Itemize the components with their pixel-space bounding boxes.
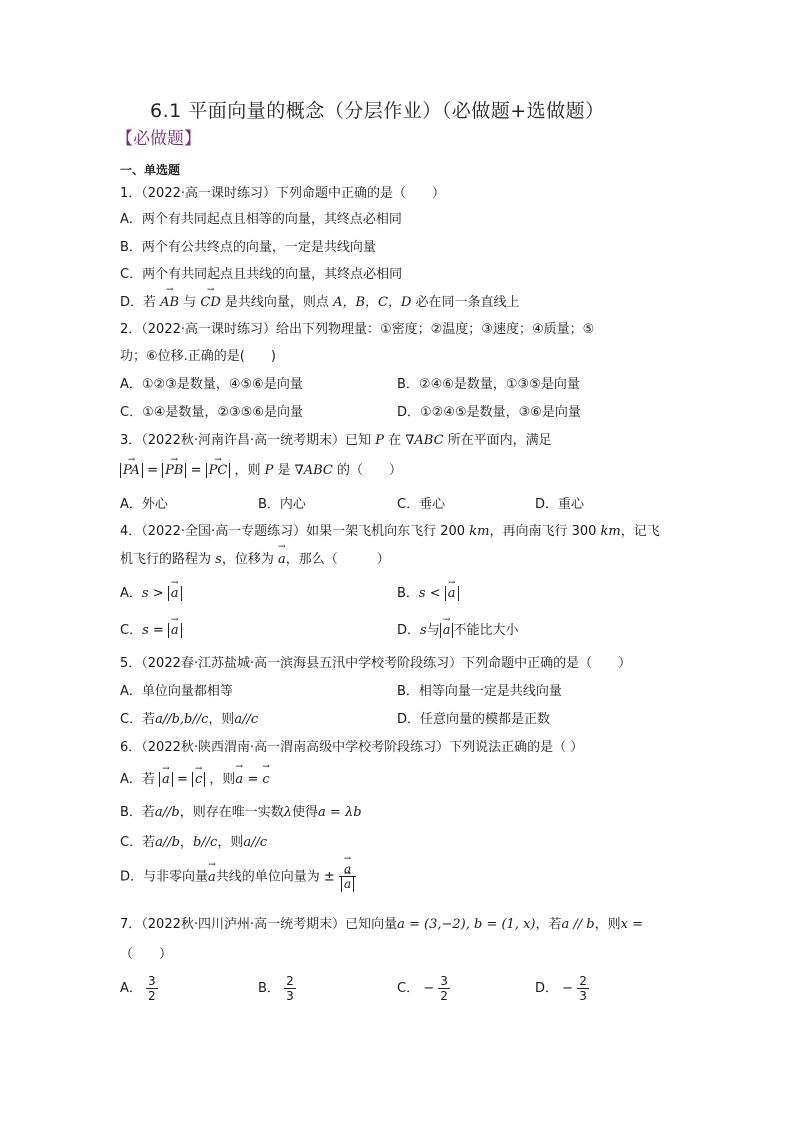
- vector-ab: → AB: [160, 295, 179, 310]
- q7-option-b: B． $\frac{2}{3}$: [258, 974, 294, 1003]
- q7-stem-line2: （ ）: [120, 947, 173, 962]
- q1-option-b: B．两个有公共终点的向量，一定是共线向量: [120, 240, 376, 255]
- q3-option-c: C．垂心: [397, 497, 446, 512]
- q4-option-c: C．s = → a: [120, 619, 182, 638]
- q3-option-a: A．外心: [120, 497, 168, 512]
- q3-option-b: B．内心: [258, 497, 306, 512]
- q4-option-b: B．s < → a: [397, 582, 459, 601]
- abs-pb: → PB: [162, 463, 186, 478]
- q4-stem-line1: 4．（2022·全国·高一专题练习）如果一架飞机向东飞行 200 km，再向南飞行 300 km，记飞: [120, 524, 660, 539]
- q1-stem: 1．（2022·高一课时练习）下列命题中正确的是（ ）: [120, 186, 445, 201]
- required-tag: 【必做题】: [116, 129, 201, 149]
- q7-stem-line1: 7．（2022秋·四川泸州·高一统考期末）已知向量a = (3,−2), b = (1, x)，若a // b，则x =: [120, 917, 643, 932]
- q4-option-a: A．s > → a: [120, 582, 182, 601]
- q2-option-b: B．②④⑥是数量，①③⑤是向量: [397, 377, 580, 392]
- q5-stem: 5．（2022春·江苏盐城·高一滨海县五汛中学校考阶段练习）下列命题中正确的是（ ）: [120, 656, 632, 671]
- q3-option-d: D．重心: [535, 497, 585, 512]
- section-heading: 一、单选题: [120, 163, 181, 177]
- q4-stem-line2: 机飞行的路程为 s，位移为 → a，那么（ ）: [120, 548, 390, 567]
- q4-option-d: D．s与→ a 不能比大小: [397, 619, 518, 638]
- q5-option-d: D．任意向量的模都是正数: [397, 712, 551, 727]
- q6-option-c: C．若a//b，b//c，则a//c: [120, 835, 268, 850]
- q3-stem-line2: → PA = → PB = → PC ，则 P 是 ∇ABC 的（ ）: [120, 459, 402, 478]
- q5-option-b: B．相等向量一定是共线向量: [397, 684, 562, 699]
- abs-pc: → PC: [206, 463, 231, 478]
- q7-option-c: C． − $\frac{3}{2}$: [397, 974, 448, 1003]
- q6-option-a: A．若 → a = → c ，则→ a = → c: [120, 768, 270, 787]
- q1-option-a: A．两个有共同起点且相等的向量，其终点必相同: [120, 212, 402, 227]
- q7-option-a: A． $\frac{3}{2}$: [120, 974, 156, 1003]
- vector-cd: → CD: [200, 295, 220, 310]
- q5-option-a: A．单位向量都相等: [120, 684, 233, 699]
- q6-stem: 6．（2022秋·陕西渭南·高一渭南高级中学校考阶段练习）下列说法正确的是（ ）: [120, 740, 584, 755]
- page-title: 6.1 平面向量的概念（分层作业）（必做题+选做题）: [150, 100, 605, 122]
- q2-option-c: C．①④是数量，②③⑤⑥是向量: [120, 405, 304, 420]
- q3-stem-line1: 3．（2022秋·河南许昌·高一统考期末）已知 P 在 ∇ABC 所在平面内，满足: [120, 433, 552, 448]
- q2-stem-line2: 功；⑥位移.正确的是( ): [120, 349, 276, 364]
- q2-option-d: D．①②④⑤是数量，③⑥是向量: [397, 405, 581, 420]
- q2-option-a: A．①②③是数量，④⑤⑥是向量: [120, 377, 303, 392]
- q2-stem-line1: 2．（2022·高一课时练习）给出下列物理量：①密度；②温度；③速度；④质量；⑤: [120, 322, 595, 337]
- abs-pa: → PA: [120, 463, 143, 478]
- q1-option-c: C．两个有共同起点且共线的向量，其终点必相同: [120, 267, 403, 282]
- q6-option-b: B．若a//b，则存在唯一实数λ使得a = λb: [120, 805, 362, 820]
- q6-option-d: D．与非零向量→ a共线的单位向量为 ± → a → a: [120, 862, 356, 892]
- q7-option-d: D． − $\frac{2}{3}$: [535, 974, 587, 1003]
- q1-option-d: D．若 → AB 与 → CD 是共线向量，则点 A，B，C，D 必在同一条直线上: [120, 291, 520, 310]
- q5-option-c: C．若a//b,b//c，则a//c: [120, 712, 259, 727]
